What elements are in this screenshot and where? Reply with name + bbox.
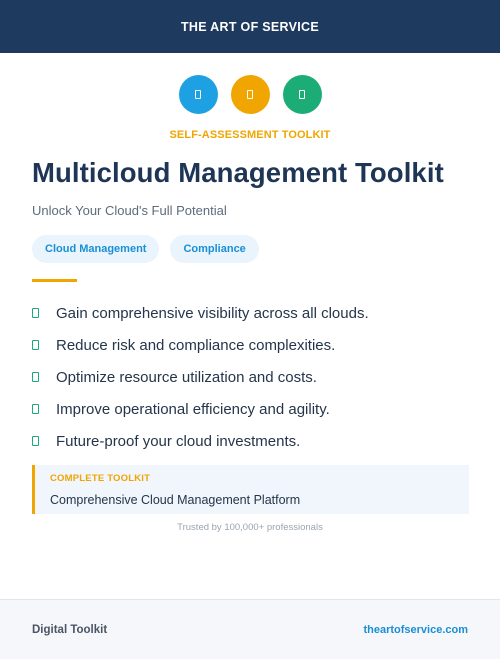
footer-label: Digital Toolkit <box>32 623 108 636</box>
feature-item <box>32 361 369 393</box>
top-banner <box>0 0 500 53</box>
check-icon <box>32 308 39 318</box>
feature-item <box>32 393 369 425</box>
trust-note: Trusted by 100,000+ professionals <box>177 522 323 533</box>
page-subtitle: Unlock Your Cloud's Full Potential <box>32 203 227 218</box>
icon-circle-orange <box>231 75 270 114</box>
feature-list <box>32 297 369 457</box>
tag-compliance: Compliance <box>170 235 258 263</box>
feature-item <box>32 297 369 329</box>
document-icon <box>247 90 253 99</box>
feature-text: Future-proof your cloud investments. <box>56 432 301 450</box>
tag-cloud-management: Cloud Management <box>32 235 159 263</box>
feature-text: Improve operational efficiency and agility. <box>56 400 330 418</box>
footer-link[interactable]: theartofservice.com <box>363 623 468 636</box>
icon-row <box>0 75 500 114</box>
feature-text: Reduce risk and compliance complexities. <box>56 336 336 354</box>
tag-row <box>32 235 259 263</box>
icon-circle-blue <box>179 75 218 114</box>
check-icon <box>32 340 39 350</box>
banner-title: THE ART OF SERVICE <box>180 19 320 34</box>
icon-circle-green <box>283 75 322 114</box>
callout-label: COMPLETE TOOLKIT <box>50 473 151 484</box>
accent-divider <box>32 279 77 282</box>
feature-item <box>32 329 369 361</box>
feature-text: Gain comprehensive visibility across all clouds. <box>56 304 369 322</box>
callout-text: Comprehensive Cloud Management Platform <box>50 493 301 507</box>
kicker-label: SELF-ASSESSMENT TOOLKIT <box>169 129 331 141</box>
feature-item <box>32 425 369 457</box>
check-icon <box>32 436 39 446</box>
feature-text: Optimize resource utilization and costs. <box>56 368 317 386</box>
document-icon <box>299 90 305 99</box>
document-icon <box>195 90 201 99</box>
footer <box>0 599 500 659</box>
toolkit-callout <box>32 465 469 514</box>
page-title: Multicloud Management Toolkit <box>32 157 444 188</box>
check-icon <box>32 372 39 382</box>
check-icon <box>32 404 39 414</box>
